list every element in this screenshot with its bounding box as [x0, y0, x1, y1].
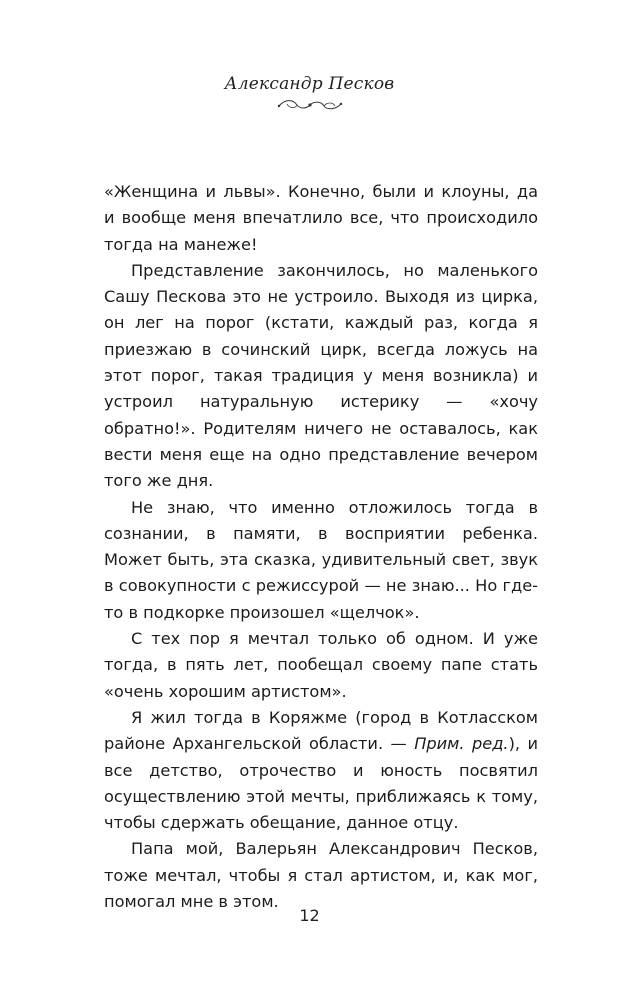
page-number: 12: [299, 906, 320, 925]
paragraph-text: ), и все детство, отрочество и юность посвятил осуществлению этой мечты, приближаясь к тому, чтобы сдержать обещание, данное отцу.: [104, 734, 538, 833]
editor-note: Прим. ред.: [414, 734, 509, 754]
running-header: [0, 74, 619, 113]
paragraph-text: Я жил тогда в Коряжме (город в Котласском районе Архангельской области. —: [104, 707, 538, 754]
paragraph: Папа мой, Валерьян Александрович Песков, тоже мечтал, чтобы я стал артистом, и, как мог, помогал мне в этом.: [104, 839, 538, 912]
paragraph: Не знаю, что именно отложилось тогда в сознании, в памяти, в восприятии ребенка. Может быть, эта сказка, удивительный свет, звук в совокупности с режиссурой — не знаю... Но где-то в подкорке произошел «щелчок».: [104, 497, 538, 622]
paragraph: «Женщина и львы». Конечно, были и клоуны, да и вообще меня впечатлило все, что происходило тогда на манеже!: [104, 182, 538, 254]
paragraph: С тех пор я мечтал только об одном. И уже тогда, в пять лет, пообещал своему папе стать «очень хорошим артистом».: [104, 629, 538, 701]
body-text: [104, 179, 538, 915]
author-name: Александр Песков: [224, 74, 395, 94]
flourish-ornament-icon: [275, 97, 345, 113]
paragraph: [104, 705, 538, 836]
paragraph: Представление закончилось, но маленького Сашу Пескова это не устроило. Выходя из цирка, он лег на порог (кстати, каждый раз, когда я приезжаю в сочинский цирк, всегда ложусь на этот порог, такая традиция у меня возникла) и устроил натуральную истерику — «хочу обратно!». Родителям ничего не оставалось, как вести меня еще на одно представление вечером того же дня.: [104, 260, 538, 491]
